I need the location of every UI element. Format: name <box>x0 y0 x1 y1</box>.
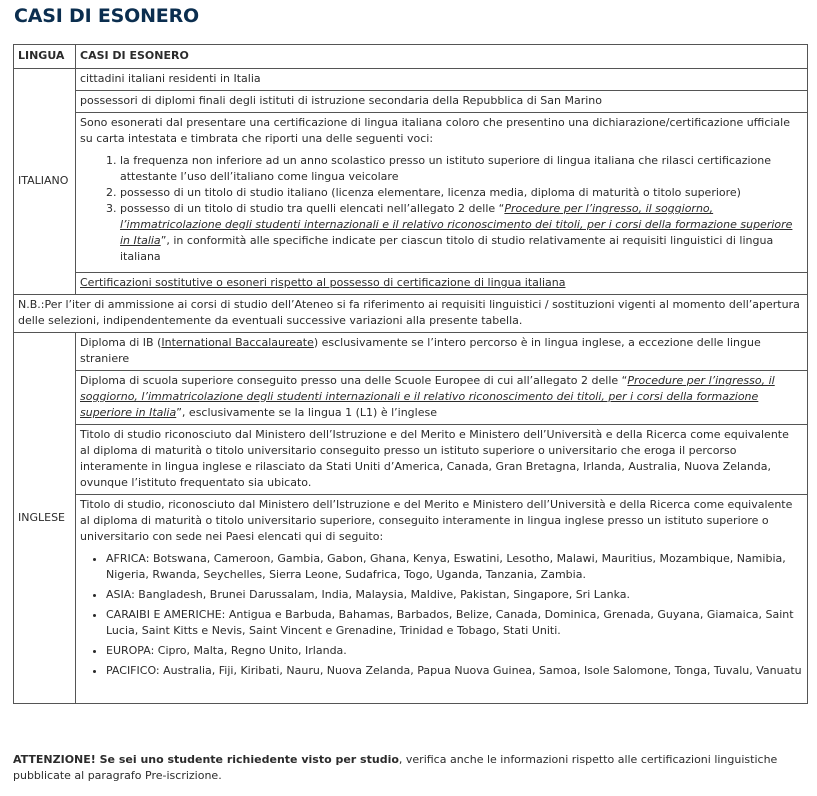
inglese-case-1 <box>76 333 808 371</box>
table-row <box>14 295 808 333</box>
cell-text: ”, esclusivamente se la lingua 1 (L1) è l’inglese <box>176 406 437 419</box>
italiano-case-3-intro: Sono esonerati dal presentare una certificazione di lingua italiana coloro che presentino una dichiarazione/certificazione ufficiale su carta intestata e timbrata che riporti una delle seguenti voci: <box>80 116 790 145</box>
inglese-case-3: Titolo di studio riconosciuto dal Ministero dell’Istruzione e del Merito e Ministero dell’Università e della Ricerca come equivalente al diploma di maturità o titolo universitario conseguito presso un istituto superiore o universitario che eroga il percorso interamente in lingua inglese e rilasciato da Stati Uniti d’America, Canada, Gran Bretagna, Irlanda, Australia, Nuova Zelanda, ovunque l’istituto frequentato sia ubicato. <box>76 425 808 495</box>
item-text: possesso di un titolo di studio tra quelli elencati nell’allegato 2 delle “ <box>120 202 505 215</box>
attention-bold: ATTENZIONE! Se sei uno studente richiedente visto per studio <box>13 753 399 766</box>
exemption-table <box>13 44 808 704</box>
region-pacifico: • PACIFICO: Australia, Fiji, Kiribati, Nauru, Nuova Zelanda, Papua Nuova Guinea, Samoa, Isole Salomone, Tonga, Tuvalu, Vanuatu <box>106 663 802 679</box>
table-header-row <box>14 45 808 69</box>
region-africa: • AFRICA: Botswana, Cameroon, Gambia, Gabon, Ghana, Kenya, Eswatini, Lesotho, Malawi, Mauritius, Mozambique, Namibia, Nigeria, Rwanda, Seychelles, Sierra Leone, Sudafrica, Togo, Uganda, Tanzania, Zambia. <box>106 551 802 583</box>
procedure-link[interactable]: Procedure per l’ingresso, il soggiorno, l’immatricolazione degli studenti internazionali e il relativo riconoscimento dei titoli, per i corsi della formazione superiore in Italia <box>120 202 793 247</box>
table-row <box>14 91 808 113</box>
italiano-case-2: possessori di diplomi finali degli istituti di istruzione secondaria della Repubblica di San Marino <box>76 91 808 113</box>
inglese-case-4 <box>76 495 808 704</box>
procedure-link[interactable]: Procedure per l’ingresso, il soggiorno, l’immatricolazione degli studenti internazionali e il relativo riconoscimento dei titoli, per i corsi della formazione superiore in Italia <box>80 374 775 419</box>
table-row <box>14 333 808 371</box>
list-item: 1. la frequenza non inferiore ad un anno scolastico presso un istituto superiore di lingua italiana che rilasci certificazione attestante l’uso dell’italiano come lingua veicolare <box>120 153 802 185</box>
attention-text: , verifica anche le informazioni rispetto alle certificazioni linguistiche pubblicate al paragrafo Pre-iscrizione. <box>13 753 778 782</box>
inglese-case-2 <box>76 371 808 425</box>
region-caraibi-americhe: • CARAIBI E AMERICHE: Antigua e Barbuda, Bahamas, Barbados, Belize, Canada, Dominica, Grenada, Guyana, Giamaica, Saint Lucia, Saint Kitts e Nevis, Saint Vincent e Grenadine, Trinidad e Tobago, Stati Uniti. <box>106 607 802 639</box>
header-lingua: LINGUA <box>14 45 76 69</box>
language-cell-inglese: INGLESE <box>14 333 76 704</box>
header-casi-di-esonero: CASI DI ESONERO <box>76 45 808 69</box>
table-row <box>14 113 808 273</box>
cell-text: ) esclusivamente se l’intero percorso è in lingua inglese, a eccezione delle lingue straniere <box>80 336 761 365</box>
table-row <box>14 273 808 295</box>
table-row <box>14 425 808 495</box>
region-europa: • EUROPA: Cipro, Malta, Regno Unito, Irlanda. <box>106 643 802 659</box>
cell-text: Diploma di IB ( <box>80 336 162 349</box>
page-title: CASI DI ESONERO <box>14 5 199 27</box>
ib-link[interactable]: International Baccalaureate <box>161 336 314 349</box>
italiano-case-1: cittadini italiani residenti in Italia <box>76 69 808 91</box>
table-row <box>14 495 808 704</box>
region-list <box>80 551 802 679</box>
region-asia: • ASIA: Bangladesh, Brunei Darussalam, India, Malaysia, Maldive, Pakistan, Singapore, Sri Lanka. <box>106 587 802 603</box>
italiano-case-3-list <box>80 153 802 265</box>
inglese-case-4-intro: Titolo di studio, riconosciuto dal Ministero dell’Istruzione e del Merito e Ministero dell’Università e della Ricerca come equivalente al diploma di maturità o titolo universitario superiore, conseguito interamente in lingua inglese presso un istituto superiore o universitario con sede nei Paesi elencati qui di seguito: <box>80 498 793 543</box>
italiano-case-4 <box>76 273 808 295</box>
nb-note: N.B.:Per l’iter di ammissione ai corsi di studio dell’Ateneo si fa riferimento ai requisiti linguistici / sostituzioni vigenti al momento dell’apertura delle selezioni, indipendentemente da eventuali successive variazioni alla presente tabella. <box>14 295 808 333</box>
table-row <box>14 371 808 425</box>
list-item: 2. possesso di un titolo di studio italiano (licenza elementare, licenza media, diploma di maturità o titolo superiore) <box>120 185 802 201</box>
table-row <box>14 69 808 91</box>
cell-text: Diploma di scuola superiore conseguito presso una delle Scuole Europee di cui all’allegato 2 delle “ <box>80 374 628 387</box>
list-item <box>120 201 802 265</box>
attention-note <box>13 752 808 784</box>
certificazioni-sostitutive-link[interactable]: Certificazioni sostitutive o esoneri rispetto al possesso di certificazione di lingua italiana <box>80 276 566 289</box>
italiano-case-3 <box>76 113 808 273</box>
item-text: ”, in conformità alle specifiche indicate per ciascun titolo di studio relativamente ai requisiti linguistici di lingua italiana <box>120 234 774 263</box>
language-cell-italiano: ITALIANO <box>14 69 76 295</box>
